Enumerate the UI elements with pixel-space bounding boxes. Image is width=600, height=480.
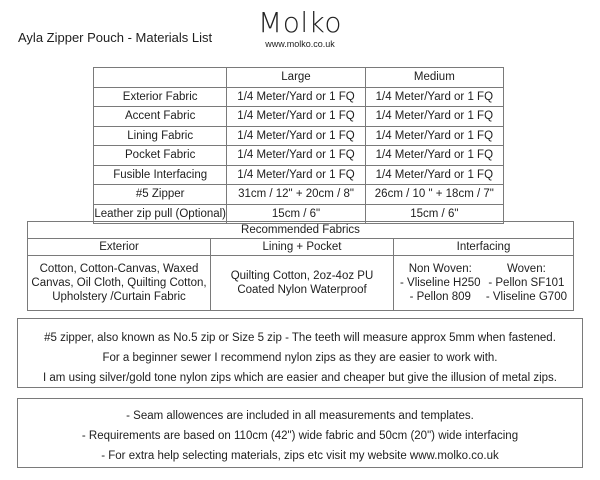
material-name: Accent Fabric: [94, 107, 227, 127]
table-row: [94, 146, 504, 166]
material-name: #5 Zipper: [94, 185, 227, 205]
interfacing-line: Woven:: [507, 263, 546, 275]
material-name: Exterior Fabric: [94, 87, 227, 107]
interfacing-line: - Vliseline G700: [485, 291, 567, 303]
material-large: 1/4 Meter/Yard or 1 FQ: [227, 146, 365, 166]
materials-header-cell: [94, 68, 227, 88]
document-title: Ayla Zipper Pouch - Materials List: [18, 30, 213, 45]
material-large: 31cm / 12" + 20cm / 8": [227, 185, 365, 205]
material-name: Leather zip pull (Optional): [94, 204, 227, 224]
interfacing-line: - Pellon SF101: [488, 277, 565, 289]
material-medium: 1/4 Meter/Yard or 1 FQ: [365, 165, 503, 185]
exterior-fabric-line: Cotton, Cotton-Canvas, Waxed: [39, 263, 199, 275]
exterior-fabric-line: Upholstery /Curtain Fabric: [52, 291, 186, 303]
recommended-header-exterior: Exterior: [28, 239, 211, 256]
interfacing-non-woven: [400, 262, 481, 304]
lining-fabrics-cell: [211, 256, 394, 311]
material-medium: 1/4 Meter/Yard or 1 FQ: [365, 146, 503, 166]
interfacing-line: Non Woven:: [408, 263, 472, 275]
lining-fabric-line: Coated Nylon Waterproof: [237, 284, 367, 296]
materials-header-cell: Large: [227, 68, 365, 88]
table-row: [94, 165, 504, 185]
table-row: [94, 87, 504, 107]
interfacing-line: - Pellon 809: [409, 291, 471, 303]
general-notes-box: [17, 398, 583, 468]
recommended-header-lining: Lining + Pocket: [211, 239, 394, 256]
brand-logo: [250, 6, 350, 49]
recommended-fabrics-table: [27, 221, 574, 311]
material-medium: 1/4 Meter/Yard or 1 FQ: [365, 126, 503, 146]
general-note-line: - For extra help selecting materials, zips etc visit my website www.molko.co.uk: [101, 450, 499, 462]
general-note-line: - Requirements are based on 110cm (42") wide fabric and 50cm (20") wide interfacing: [81, 430, 519, 442]
table-row: [94, 107, 504, 127]
interfacing-woven: [486, 262, 567, 304]
material-name: Fusible Interfacing: [94, 165, 227, 185]
interfacing-cell: [394, 256, 574, 311]
general-note-line: - Seam allowences are included in all measurements and templates.: [126, 410, 474, 422]
material-large: 1/4 Meter/Yard or 1 FQ: [227, 107, 365, 127]
logo-website: www.molko.co.uk: [265, 39, 335, 49]
exterior-fabrics-cell: [28, 256, 211, 311]
material-medium: 15cm / 6": [365, 204, 503, 224]
material-name: Lining Fabric: [94, 126, 227, 146]
logo-wordmark: Molko: [258, 6, 342, 39]
material-medium: 1/4 Meter/Yard or 1 FQ: [365, 107, 503, 127]
exterior-fabric-line: Canvas, Oil Cloth, Quilting Cotton,: [31, 277, 207, 289]
lining-fabric-line: Quilting Cotton, 2oz-4oz PU: [230, 270, 374, 282]
material-medium: 26cm / 10 " + 18cm / 7": [365, 185, 503, 205]
materials-table: [93, 67, 504, 224]
zipper-notes-box: [17, 318, 583, 388]
material-large: 1/4 Meter/Yard or 1 FQ: [227, 126, 365, 146]
interfacing-line: - Vliseline H250: [400, 277, 481, 289]
recommended-header-interfacing: Interfacing: [394, 239, 574, 256]
material-large: 15cm / 6": [227, 204, 365, 224]
material-large: 1/4 Meter/Yard or 1 FQ: [227, 165, 365, 185]
material-large: 1/4 Meter/Yard or 1 FQ: [227, 87, 365, 107]
material-name: Pocket Fabric: [94, 146, 227, 166]
zipper-note-line: #5 zipper, also known as No.5 zip or Size 5 zip - The teeth will measure approx 5mm when fastened.: [44, 332, 556, 344]
table-row: [94, 185, 504, 205]
table-row: [94, 126, 504, 146]
material-medium: 1/4 Meter/Yard or 1 FQ: [365, 87, 503, 107]
recommended-title: Recommended Fabrics: [28, 222, 574, 239]
zipper-note-line: I am using silver/gold tone nylon zips which are easier and cheaper but give the illusion of metal zips.: [43, 372, 557, 384]
materials-header-row: [94, 68, 504, 88]
zipper-note-line: For a beginner sewer I recommend nylon zips as they are easier to work with.: [102, 352, 498, 364]
materials-header-cell: Medium: [365, 68, 503, 88]
